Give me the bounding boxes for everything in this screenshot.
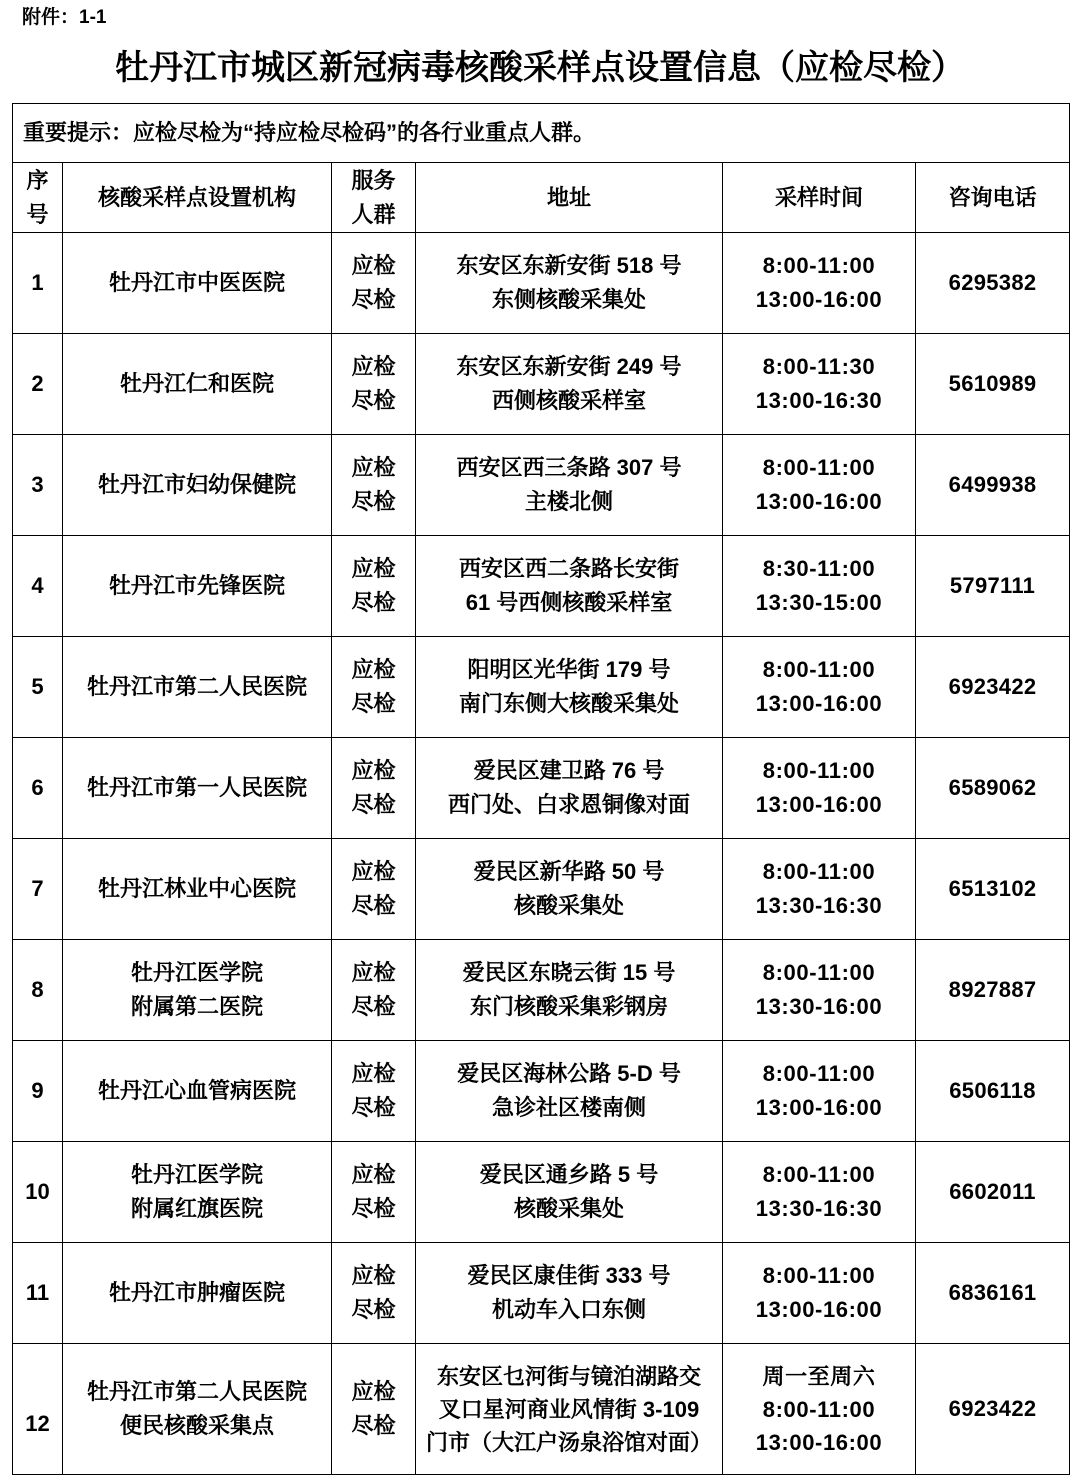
header-sampling-time: 采样时间 (723, 163, 916, 233)
header-institution: 核酸采样点设置机构 (63, 163, 332, 233)
time-line: 8:00-11:00 (762, 1162, 876, 1187)
institution-cell (63, 637, 332, 738)
address-cell (416, 1041, 723, 1142)
time-line: 8:00-11:00 (762, 1061, 876, 1086)
service-group-line: 尽检 (351, 893, 396, 918)
institution-cell (63, 839, 332, 940)
sampling-time-cell (723, 233, 916, 334)
address-line: 西门处、白求恩铜像对面 (447, 792, 690, 817)
service-group-line: 尽检 (351, 691, 396, 716)
phone-cell: 8927887 (916, 940, 1070, 1041)
institution-line: 牡丹江市妇幼保健院 (97, 472, 296, 497)
sampling-time-cell (723, 1243, 916, 1344)
header-index (13, 163, 63, 233)
time-line: 8:00-11:00 (762, 960, 876, 985)
time-line: 13:00-16:30 (755, 388, 883, 413)
institution-line: 便民核酸采集点 (119, 1413, 274, 1438)
time-line: 13:30-15:00 (755, 590, 883, 615)
address-cell (416, 536, 723, 637)
header-index-line: 号 (26, 201, 49, 227)
address-line: 南门东侧大核酸采集处 (458, 691, 679, 716)
institution-cell (63, 1142, 332, 1243)
institution-line: 附属红旗医院 (130, 1196, 263, 1221)
phone-cell: 6602011 (916, 1142, 1070, 1243)
address-line: 爱民区康佳街 333 号 (467, 1263, 671, 1288)
phone-cell: 6499938 (916, 435, 1070, 536)
service-group-line: 应检 (351, 859, 396, 884)
service-group-line: 应检 (351, 960, 396, 985)
time-line: 13:00-16:00 (755, 1095, 883, 1120)
time-line: 8:30-11:00 (762, 556, 876, 581)
row-index: 3 (13, 435, 63, 536)
service-group-line: 应检 (351, 1061, 396, 1086)
service-group-line: 尽检 (351, 994, 396, 1019)
time-line: 8:00-11:00 (762, 758, 876, 783)
institution-line: 附属第二医院 (130, 994, 263, 1019)
service-group-line: 应检 (351, 657, 396, 682)
address-cell (416, 334, 723, 435)
phone-cell: 6589062 (916, 738, 1070, 839)
header-address: 地址 (416, 163, 723, 233)
address-line: 西安区西三条路 307 号 (456, 455, 682, 480)
address-line: 爱民区海林公路 5-D 号 (457, 1061, 681, 1086)
table-row (13, 839, 1070, 940)
service-group-cell (332, 233, 416, 334)
service-group-cell (332, 1041, 416, 1142)
institution-line: 牡丹江市第一人民医院 (86, 775, 307, 800)
row-index: 10 (13, 1142, 63, 1243)
table-row (13, 536, 1070, 637)
institution-line: 牡丹江医学院 (130, 1162, 263, 1187)
header-row (13, 163, 1070, 233)
address-line: 东安区东新安街 249 号 (456, 354, 682, 379)
header-index-line: 序 (26, 167, 49, 193)
address-cell (416, 1142, 723, 1243)
time-line: 13:00-16:00 (755, 792, 883, 817)
institution-line: 牡丹江林业中心医院 (97, 876, 296, 901)
time-line: 8:00-11:00 (762, 1396, 876, 1422)
row-index: 7 (13, 839, 63, 940)
time-line: 13:00-16:00 (755, 1429, 883, 1455)
service-group-line: 尽检 (351, 1297, 396, 1322)
header-service-group-line: 服务 (351, 167, 396, 193)
phone-cell: 5797111 (916, 536, 1070, 637)
institution-line: 牡丹江医学院 (130, 960, 263, 985)
address-line: 叉口星河商业风情街 3-109 (438, 1396, 700, 1422)
service-group-line: 应检 (351, 758, 396, 783)
table-row (13, 940, 1070, 1041)
time-line: 13:00-16:00 (755, 287, 883, 312)
table-row (13, 1344, 1070, 1475)
header-phone: 咨询电话 (916, 163, 1070, 233)
institution-line: 牡丹江心血管病医院 (97, 1078, 296, 1103)
institution-cell (63, 536, 332, 637)
address-line: 东安区乜河街与镜泊湖路交 (436, 1363, 701, 1389)
sampling-points-table (12, 103, 1070, 1475)
address-line: 爱民区新华路 50 号 (473, 859, 665, 884)
institution-cell (63, 1041, 332, 1142)
service-group-cell (332, 637, 416, 738)
service-group-cell (332, 1243, 416, 1344)
row-index: 1 (13, 233, 63, 334)
row-index: 9 (13, 1041, 63, 1142)
institution-line: 牡丹江市第二人民医院 (86, 674, 307, 699)
address-line: 东安区东新安街 518 号 (456, 253, 682, 278)
service-group-line: 尽检 (351, 1196, 396, 1221)
phone-cell: 6923422 (916, 1344, 1070, 1475)
institution-line: 牡丹江市先锋医院 (108, 573, 285, 598)
service-group-line: 尽检 (351, 1095, 396, 1120)
address-cell (416, 637, 723, 738)
address-line: 西侧核酸采样室 (491, 388, 646, 413)
address-line: 爱民区通乡路 5 号 (479, 1162, 659, 1187)
time-line: 13:00-16:00 (755, 489, 883, 514)
time-line: 8:00-11:00 (762, 1263, 876, 1288)
phone-cell: 5610989 (916, 334, 1070, 435)
table-row (13, 233, 1070, 334)
row-index: 4 (13, 536, 63, 637)
institution-line: 牡丹江仁和医院 (119, 371, 274, 396)
service-group-cell (332, 1142, 416, 1243)
notice-row (13, 104, 1070, 163)
table-row (13, 435, 1070, 536)
address-cell (416, 839, 723, 940)
row-index: 12 (13, 1344, 63, 1475)
document-title: 牡丹江市城区新冠病毒核酸采样点设置信息（应检尽检） (115, 49, 965, 87)
institution-cell (63, 1243, 332, 1344)
address-cell (416, 435, 723, 536)
service-group-cell (332, 1344, 416, 1475)
row-index: 2 (13, 334, 63, 435)
service-group-line: 应检 (351, 1379, 396, 1404)
service-group-line: 尽检 (351, 489, 396, 514)
header-service-group-line: 人群 (351, 201, 396, 227)
header-service-group (332, 163, 416, 233)
service-group-cell (332, 536, 416, 637)
sampling-time-cell (723, 839, 916, 940)
service-group-line: 应检 (351, 455, 396, 480)
institution-line: 牡丹江市肿瘤医院 (108, 1280, 285, 1305)
address-line: 东门核酸采集彩钢房 (469, 994, 668, 1019)
institution-line: 牡丹江市中医医院 (108, 270, 285, 295)
service-group-line: 尽检 (351, 388, 396, 413)
table-row (13, 1243, 1070, 1344)
sampling-time-cell (723, 334, 916, 435)
attachment-label: 附件：1-1 (22, 7, 107, 28)
time-line: 8:00-11:30 (762, 354, 876, 379)
time-line: 13:30-16:30 (755, 893, 883, 918)
phone-cell: 6836161 (916, 1243, 1070, 1344)
table-row (13, 637, 1070, 738)
phone-cell: 6506118 (916, 1041, 1070, 1142)
time-line: 8:00-11:00 (762, 455, 876, 480)
address-cell (416, 940, 723, 1041)
time-line: 13:30-16:30 (755, 1196, 883, 1221)
service-group-line: 应检 (351, 1263, 396, 1288)
service-group-cell (332, 940, 416, 1041)
notice-text: 重要提示：应检尽检为“持应检尽检码”的各行业重点人群。 (13, 104, 1070, 163)
institution-cell (63, 940, 332, 1041)
row-index: 6 (13, 738, 63, 839)
service-group-line: 应检 (351, 253, 396, 278)
address-line: 门市（大江户汤泉浴馆对面） (425, 1429, 712, 1455)
table-row (13, 1041, 1070, 1142)
service-group-cell (332, 435, 416, 536)
service-group-line: 尽检 (351, 590, 396, 615)
service-group-line: 应检 (351, 354, 396, 379)
institution-cell (63, 435, 332, 536)
phone-cell: 6295382 (916, 233, 1070, 334)
time-line: 8:00-11:00 (762, 657, 876, 682)
address-line: 爱民区建卫路 76 号 (473, 758, 665, 783)
address-line: 机动车入口东侧 (491, 1297, 646, 1322)
address-line: 西安区西二条路长安街 (458, 556, 679, 581)
service-group-line: 应检 (351, 1162, 396, 1187)
address-line: 阳明区光华街 179 号 (467, 657, 671, 682)
table-row (13, 738, 1070, 839)
address-line: 61 号西侧核酸采样室 (465, 590, 673, 615)
time-line: 8:00-11:00 (762, 253, 876, 278)
phone-cell: 6923422 (916, 637, 1070, 738)
institution-cell (63, 233, 332, 334)
service-group-line: 尽检 (351, 1413, 396, 1438)
address-line: 爱民区东晓云街 15 号 (462, 960, 676, 985)
phone-cell: 6513102 (916, 839, 1070, 940)
address-line: 东侧核酸采集处 (491, 287, 646, 312)
service-group-line: 尽检 (351, 287, 396, 312)
service-group-cell (332, 839, 416, 940)
service-group-line: 尽检 (351, 792, 396, 817)
address-line: 核酸采集处 (513, 893, 624, 918)
address-cell (416, 738, 723, 839)
institution-line: 牡丹江市第二人民医院 (86, 1379, 307, 1404)
address-line: 急诊社区楼南侧 (491, 1095, 646, 1120)
institution-cell (63, 738, 332, 839)
service-group-cell (332, 334, 416, 435)
sampling-time-cell (723, 1344, 916, 1475)
row-index: 11 (13, 1243, 63, 1344)
row-index: 8 (13, 940, 63, 1041)
sampling-time-cell (723, 940, 916, 1041)
time-line: 8:00-11:00 (762, 859, 876, 884)
sampling-time-cell (723, 1142, 916, 1243)
table-row (13, 334, 1070, 435)
sampling-time-cell (723, 1041, 916, 1142)
table-row (13, 1142, 1070, 1243)
sampling-time-cell (723, 637, 916, 738)
service-group-line: 应检 (351, 556, 396, 581)
sampling-time-cell (723, 435, 916, 536)
service-group-cell (332, 738, 416, 839)
address-line: 核酸采集处 (513, 1196, 624, 1221)
address-cell (416, 1243, 723, 1344)
sampling-time-cell (723, 738, 916, 839)
time-line: 13:00-16:00 (755, 1297, 883, 1322)
time-line: 周一至周六 (762, 1363, 876, 1389)
time-line: 13:30-16:00 (755, 994, 883, 1019)
address-cell (416, 1344, 723, 1475)
institution-cell (63, 1344, 332, 1475)
row-index: 5 (13, 637, 63, 738)
time-line: 13:00-16:00 (755, 691, 883, 716)
institution-cell (63, 334, 332, 435)
sampling-time-cell (723, 536, 916, 637)
address-line: 主楼北侧 (524, 489, 613, 514)
address-cell (416, 233, 723, 334)
